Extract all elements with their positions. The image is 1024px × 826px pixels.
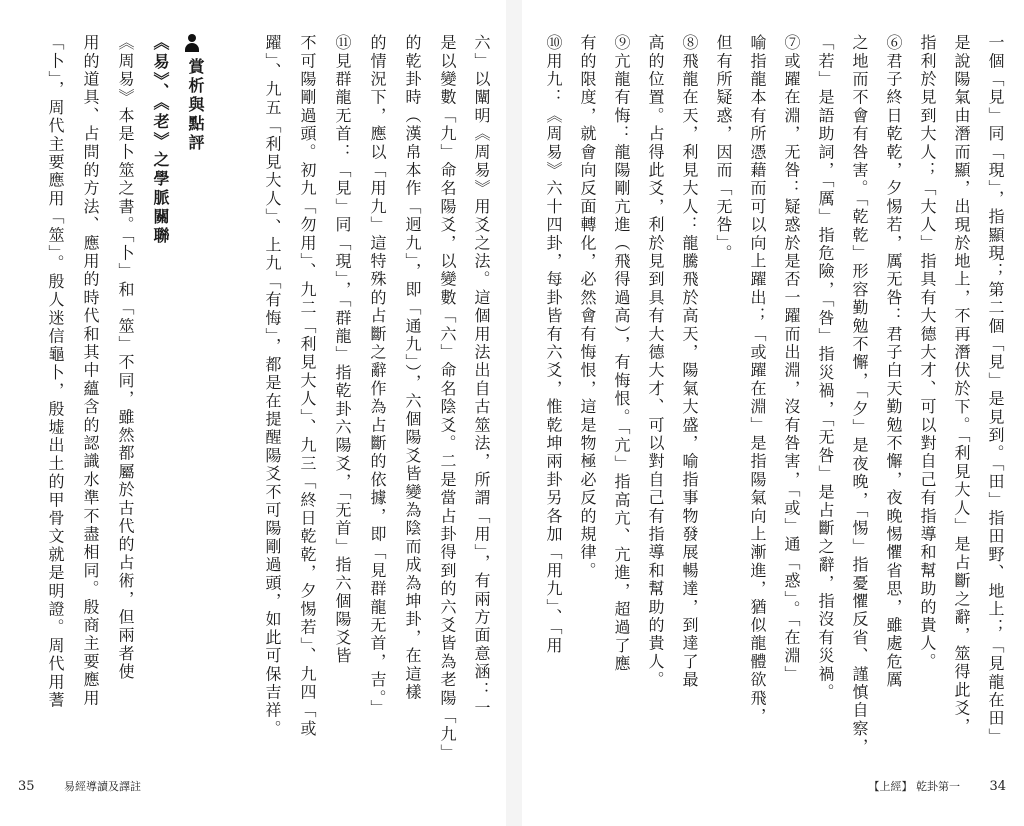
- person-icon: [184, 34, 200, 52]
- text-column: 一個「見」同「現」，指顯現；第二個「見」是見到。「田」指田野、地上；「見龍在田」: [986, 34, 1005, 746]
- book-title: 易經導讀及譯註: [64, 780, 142, 793]
- chapter-label: 【上經】 乾卦第一: [868, 780, 960, 793]
- note-column: ⑪見群龍无首：「見」同「現」，「群龍」指乾卦六陽爻，「无首」指六個陽爻皆: [333, 34, 352, 666]
- text-column: 喻指龍本有所憑藉而可以向上躍出；「或躍在淵」是指陽氣向上漸進，猶似龍體欲飛，: [748, 34, 767, 726]
- note-column: ⑧飛龍在天，利見大人：龍騰飛於高天，陽氣大盛，喻指事物發展暢達，到達了最: [680, 34, 699, 690]
- text-column: 是說陽氣由潛而顯，出現於地上，不再潛伏於下。「利見大人」是占斷之辭，筮得此爻，: [952, 34, 971, 736]
- text-column: 但有所疑惑，因而「无咎」。: [714, 34, 733, 263]
- right-page: [522, 0, 1024, 826]
- text-column: 之地而不會有咎害。「乾乾」形容勤勉不懈，「夕」是夜晚，「惕」指憂懼反省、謹慎自察，: [850, 34, 869, 757]
- text-column: 指利於見到大人；「大人」指具有大德大才、可以對自己有指導和幫助的貴人。: [918, 34, 937, 671]
- note-column: ⑥君子終日乾乾，夕惕若，厲无咎：君子白天勤勉不懈，夜晚惕懼省思，雖處危厲: [884, 34, 903, 690]
- note-column: ⑦或躍在淵，无咎：疑惑於是否一躍而出淵，沒有咎害，「或」通「惑」。「在淵」: [782, 34, 801, 684]
- text-column: 不可陽剛過頭。初九「勿用」、九二「利見大人」、九三「終日乾乾，夕惕若」、九四「或: [298, 34, 317, 738]
- text-column: 六」以闡明《周易》用爻之法。這個用法出自古筮法，所謂「用」，有兩方面意涵：一: [472, 34, 491, 718]
- text-column: 《周易》本是卜筮之書。「卜」和「筮」不同，雖然都屬於古代的占術，但兩者使: [116, 34, 135, 682]
- note-column: ⑨亢龍有悔：龍陽剛亢進（飛得過高），有悔恨。「亢」指高亢、亢進，超過了應: [612, 34, 631, 674]
- left-page: [0, 0, 506, 826]
- note-column: ⑩用九：《周易》六十四卦，每卦皆有六爻，惟乾坤兩卦另各加「用九」、「用: [544, 34, 563, 655]
- page-number: 35: [18, 779, 35, 794]
- text-column: 是以變數「九」命名陽爻，以變數「六」命名陰爻。二是當占卦得到的六爻皆為老陽「九」: [438, 34, 457, 762]
- text-column: 用的道具、占問的方法、應用的時代和其中蘊含的認識水準不盡相同。殷商主要應用: [81, 34, 100, 708]
- page-gutter: [506, 0, 522, 826]
- text-column: 的情況下，應以「用九」這特殊的占斷之辭作為占斷的依據，即「見群龍无首，吉。」: [368, 34, 387, 718]
- text-column: 「卜」，周代主要應用「筮」。殷人迷信龜卜，殷墟出土的甲骨文就是明證。周代用蓍: [46, 34, 65, 710]
- text-column: 有的限度，就會向反面轉化，必然會有悔恨，這是物極必反的規律。: [578, 34, 597, 580]
- text-column: 高的位置。占得此爻，利於見到具有大德大才、可以對自己有指導和幫助的貴人。: [646, 34, 665, 690]
- text-column: 躍」、九五「利見大人」、上九「有悔」，都是在提醒陽爻不可陽剛過頭，如此可保吉祥。: [263, 34, 282, 738]
- text-column: 的乾卦時（漢帛本作「迥九」，即「通九」），六個陽爻皆變為陰而成為坤卦，在這樣: [403, 34, 422, 702]
- page-footer: [868, 778, 1006, 794]
- section-heading: 賞析與點評: [186, 58, 205, 153]
- page-number: 34: [989, 779, 1006, 794]
- section-subheading: 《易》、《老》之學脈關聯: [151, 34, 170, 246]
- text-column: 「若」是語助詞，「厲」指危險，「咎」指災禍，「无咎」是占斷之辭，指沒有災禍。: [816, 34, 835, 702]
- page-footer: [18, 778, 141, 794]
